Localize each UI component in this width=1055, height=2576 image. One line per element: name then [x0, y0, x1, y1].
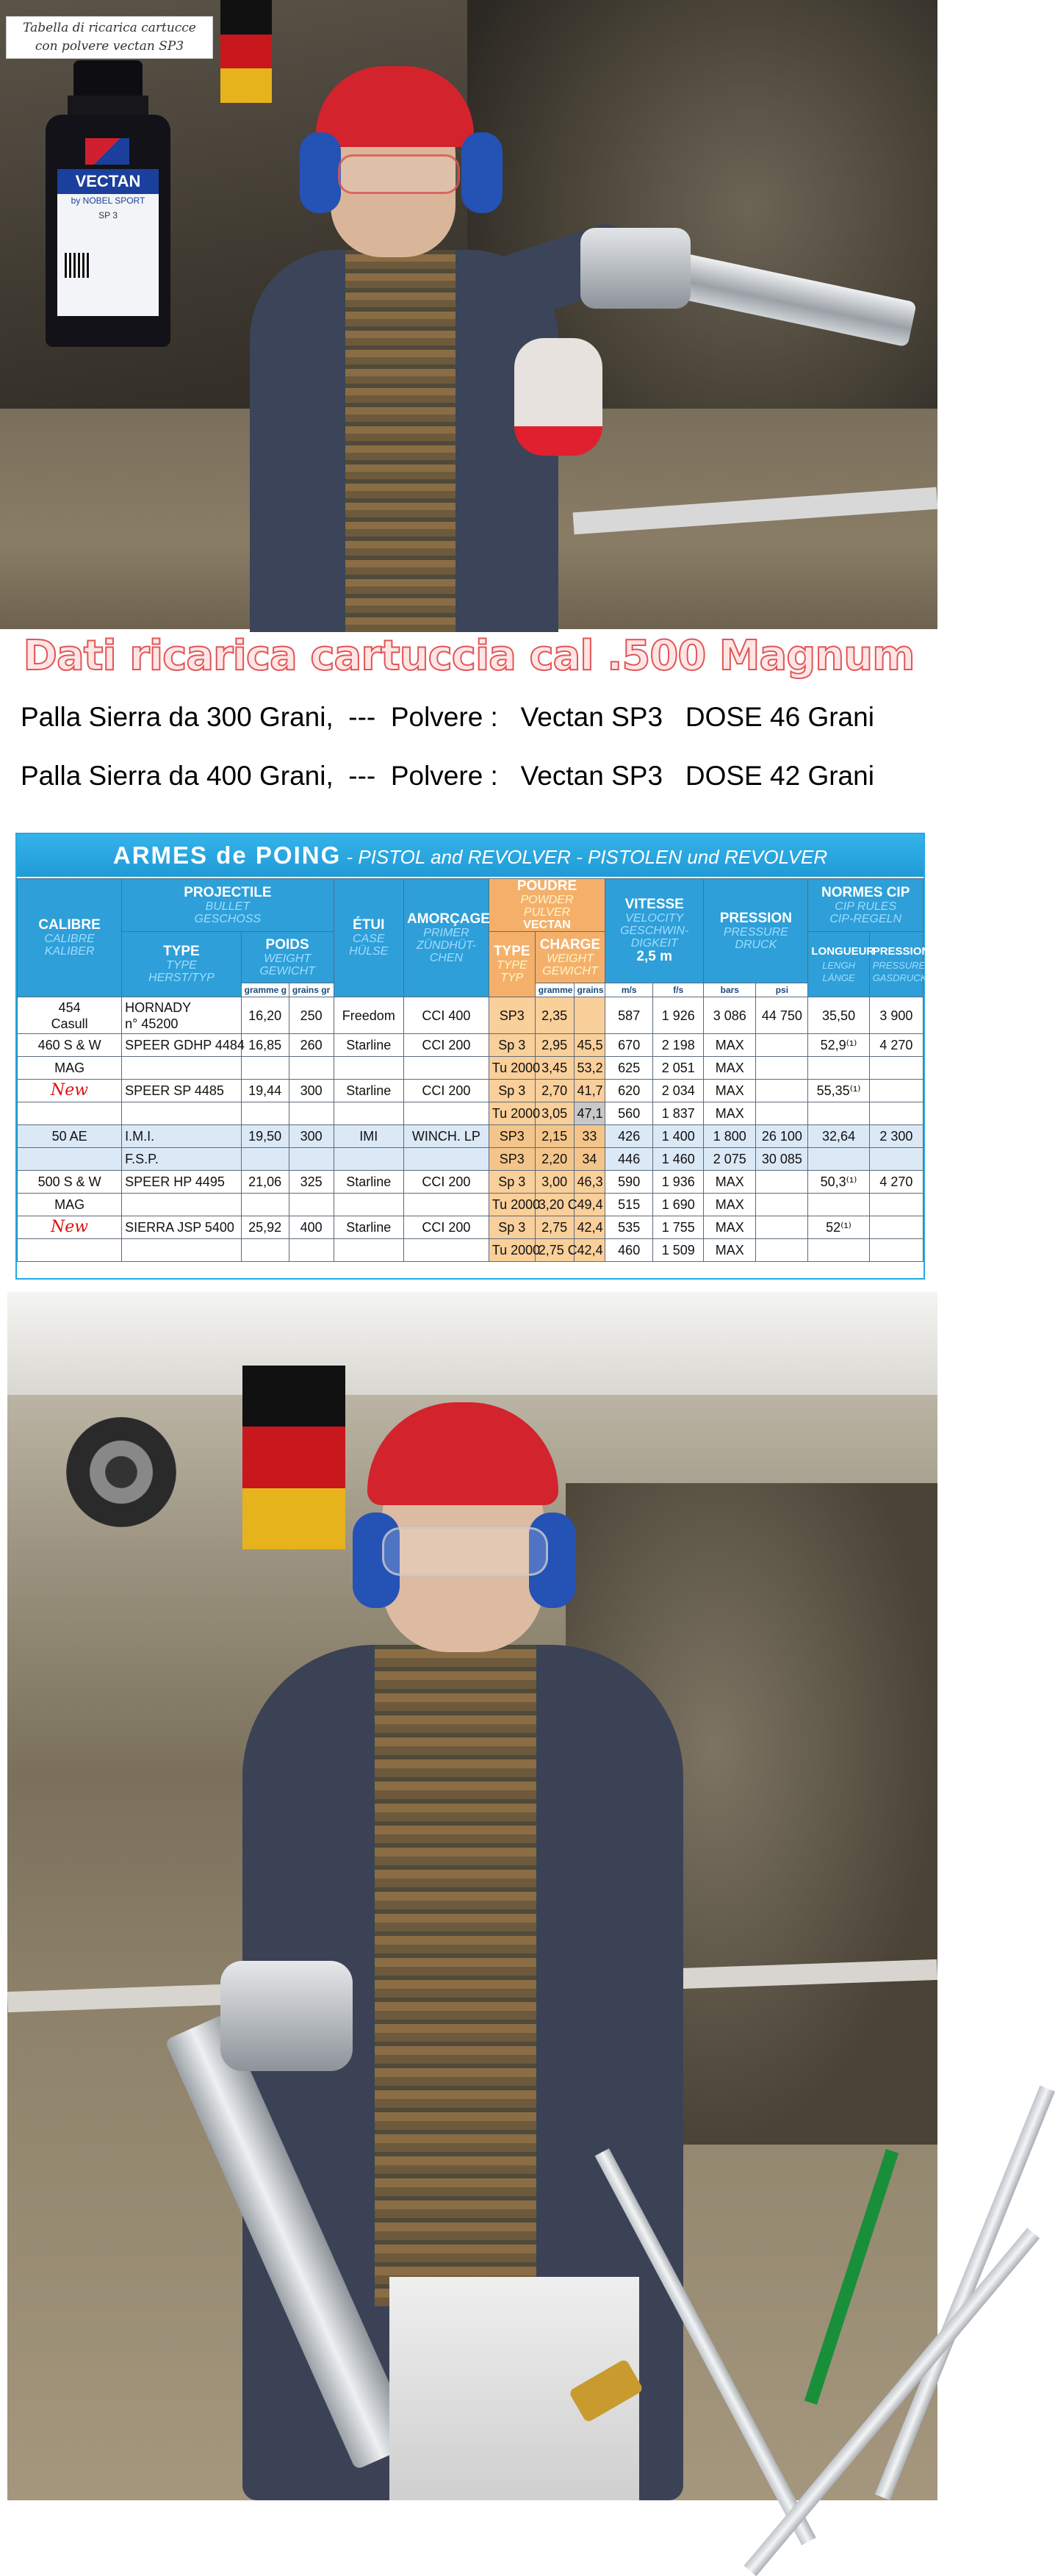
table-banner	[17, 834, 923, 877]
vectan-powder-bottle	[46, 60, 170, 347]
table-row: MAG Tu 2000 3,45 53,2 625 2 051 MAX	[18, 1057, 923, 1080]
new-badge: New	[51, 1081, 89, 1099]
bottom-photo-loading	[7, 1292, 937, 2500]
header-type: TYPE TYPE HERST/TYP	[122, 932, 241, 997]
header-powder-type: TYPE TYPE TYP	[489, 932, 535, 997]
new-badge: New	[51, 1218, 89, 1236]
safety-glasses	[382, 1527, 548, 1576]
ear-muff-right	[461, 132, 503, 213]
top-photo-shooter	[0, 0, 937, 629]
table-row: 454 Casull HORNADY n° 45200 16,20 250 Freedom CCI 400 SP3 2,35 587 1 926 3 086 44 750 35,50 3 900	[18, 997, 923, 1034]
red-cap	[367, 1402, 558, 1505]
banner-sub: - PISTOL and REVOLVER - PISTOLEN und REVOLVER	[341, 846, 828, 868]
table-row: New SPEER SP 4485 19,44 300 Starline CCI 200 Sp 3 2,70 41,7 620 2 034 MAX 55,35⁽¹⁾	[18, 1080, 923, 1102]
unit-fts: f/s	[653, 983, 704, 997]
header-poids: POIDS WEIGHT GEWICHT	[241, 932, 334, 983]
caption-line-1: Tabella di ricarica cartucce	[23, 21, 196, 35]
unit-powder-gramme: gramme	[535, 983, 574, 997]
bottle-type: SP 3	[98, 210, 118, 220]
ventilation-fan	[66, 1417, 176, 1527]
reload-grid	[17, 878, 930, 1262]
revolver-aimed	[580, 213, 918, 323]
unit-powder-grains: grains	[574, 983, 605, 997]
header-normes-cip: NORMES CIP CIP RULES CIP-REGELN	[808, 879, 923, 932]
header-pression-cip: PRESSION PRESSURE GASDRUCK	[869, 932, 923, 997]
photo-caption	[6, 16, 213, 59]
unit-ms: m/s	[605, 983, 653, 997]
load-line-400: Palla Sierra da 400 Grani, --- Polvere : Vectan SP3 DOSE 42 Grani	[21, 761, 874, 791]
table-row: New SIERRA JSP 5400 25,92 400 Starline CCI 200 Sp 3 2,75 42,4 535 1 755 MAX 52⁽¹⁾	[18, 1216, 923, 1239]
spotting-scope-tripod	[654, 2145, 933, 2497]
header-poudre: POUDRE POWDER PULVER VECTAN	[489, 879, 605, 932]
table-row: Tu 2000 2,75 C 42,4 460 1 509 MAX	[18, 1239, 923, 1262]
table-row: Tu 2000 3,05 47,1 560 1 837 MAX	[18, 1102, 923, 1125]
ear-muff-left	[300, 132, 341, 213]
table-row: F.S.P. SP3 2,20 34 446 1 460 2 075 30 085	[18, 1148, 923, 1171]
load-line-300: Palla Sierra da 300 Grani, --- Polvere : Vectan SP3 DOSE 46 Grani	[21, 702, 874, 732]
shooter-aiming	[220, 29, 632, 629]
header-amorcage: AMORÇAGE PRIMER ZÜNDHÜT- CHEN	[404, 879, 489, 997]
page-title: Dati ricarica cartuccia cal .500 Magnum	[23, 632, 915, 680]
header-vitesse: VITESSE VELOCITY GESCHWIN- DIGKEIT 2,5 m	[605, 879, 704, 983]
table-row: 50 AE I.M.I. 19,50 300 IMI WINCH. LP SP3 2,15 33 426 1 400 1 800 26 100 32,64 2 300	[18, 1125, 923, 1148]
header-longueur: LONGUEUR LENGH LÄNGE	[808, 932, 869, 997]
header-etui: ÉTUI CASE HÜLSE	[334, 879, 403, 997]
bottle-sub: by NOBEL SPORT	[71, 195, 145, 206]
safety-glasses	[338, 154, 460, 194]
caption-line-2: con polvere vectan SP3	[35, 39, 184, 54]
unit-psi: psi	[756, 983, 808, 997]
banner-main: ARMES de POING	[112, 842, 342, 869]
table-row: 500 S & W SPEER HP 4495 21,06 325 Starline CCI 200 Sp 3 3,00 46,3 590 1 936 MAX 50,3⁽¹⁾ 4 270	[18, 1171, 923, 1194]
vectan-logo-icon	[85, 138, 129, 165]
header-charge: CHARGE WEIGHT GEWICHT	[535, 932, 605, 983]
shooting-glove	[514, 338, 602, 456]
unit-bars: bars	[704, 983, 756, 997]
header-pression: PRESSION PRESSURE DRUCK	[704, 879, 808, 983]
header-projectile: PROJECTILE BULLET GESCHOSS	[122, 879, 334, 932]
unit-grains: grains gr	[289, 983, 334, 997]
table-row: MAG Tu 2000 3,20 C 49,4 515 1 690 MAX	[18, 1194, 923, 1216]
header-calibre: CALIBRE CALIBRE KALIBER	[18, 879, 122, 997]
red-cap	[316, 66, 474, 147]
qr-code-icon	[65, 253, 90, 278]
bottle-brand: VECTAN	[57, 169, 159, 194]
table-row: 460 S & W SPEER GDHP 4484 16,85 260 Starline CCI 200 Sp 3 2,95 45,5 670 2 198 MAX 52,9⁽¹⁾ 4 270	[18, 1034, 923, 1057]
unit-gramme: gramme g	[241, 983, 289, 997]
reload-table	[15, 833, 930, 1280]
